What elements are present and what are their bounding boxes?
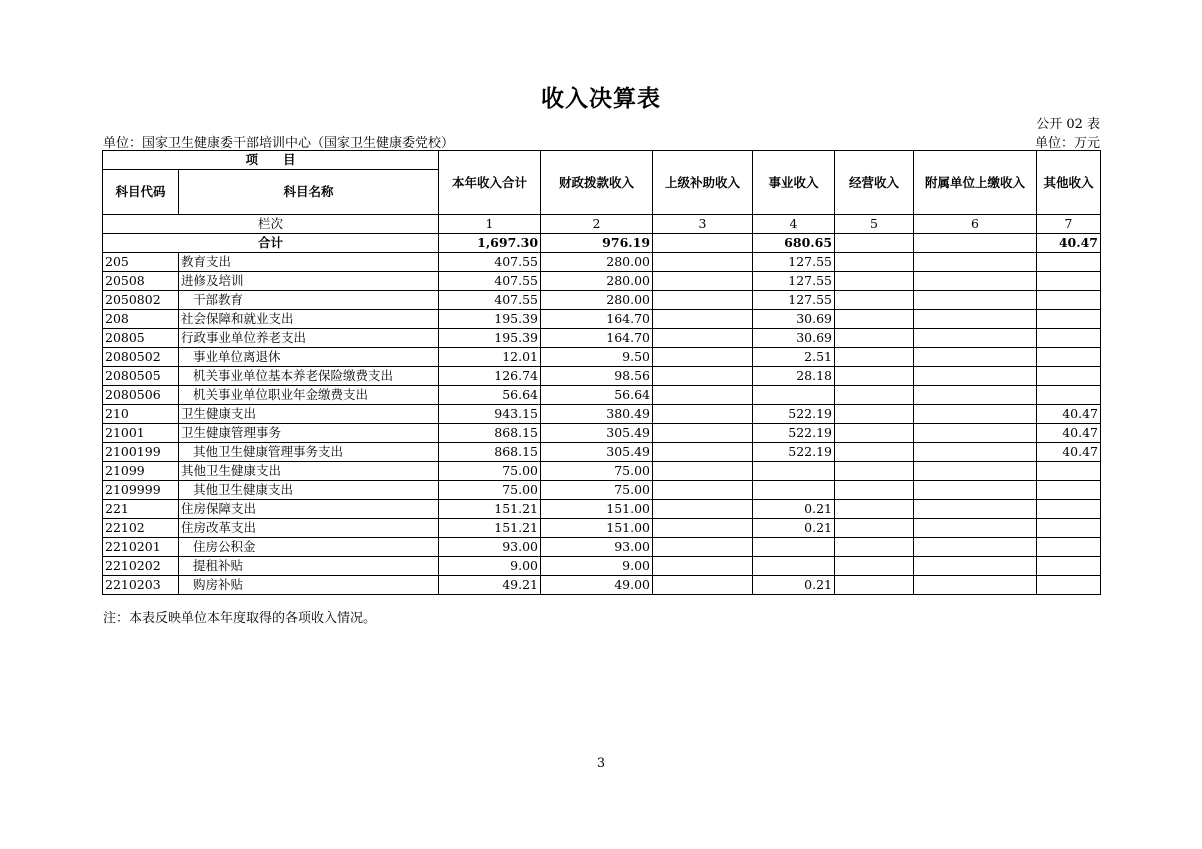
row-code: 21001	[103, 424, 179, 443]
row-code: 2109999	[103, 481, 179, 500]
row-c6	[914, 481, 1037, 500]
total-c5	[835, 234, 914, 253]
table-row	[103, 576, 1101, 595]
row-c4: 522.19	[753, 443, 835, 462]
row-name: 卫生健康支出	[179, 405, 439, 424]
row-c3	[653, 329, 753, 348]
row-c4: 0.21	[753, 500, 835, 519]
row-name: 其他卫生健康管理事务支出	[179, 443, 439, 462]
row-c7	[1037, 253, 1101, 272]
total-c6	[914, 234, 1037, 253]
row-code: 2100199	[103, 443, 179, 462]
row-c2: 151.00	[541, 519, 653, 538]
header-name: 科目名称	[179, 170, 439, 215]
row-c6	[914, 500, 1037, 519]
row-c6	[914, 386, 1037, 405]
row-c5	[835, 462, 914, 481]
row-c6	[914, 329, 1037, 348]
row-c6	[914, 291, 1037, 310]
row-name: 住房保障支出	[179, 500, 439, 519]
index-n3: 3	[653, 215, 753, 234]
row-code: 2210202	[103, 557, 179, 576]
row-c3	[653, 405, 753, 424]
row-name: 干部教育	[179, 291, 439, 310]
row-code: 2080506	[103, 386, 179, 405]
row-c5	[835, 481, 914, 500]
row-c3	[653, 538, 753, 557]
unit-currency: 单位：万元	[1034, 136, 1100, 151]
row-c2: 9.00	[541, 557, 653, 576]
index-n4: 4	[753, 215, 835, 234]
row-c1: 195.39	[439, 329, 541, 348]
total-c7: 40.47	[1037, 234, 1101, 253]
table-row	[103, 291, 1101, 310]
row-c1: 75.00	[439, 462, 541, 481]
row-c3	[653, 481, 753, 500]
row-name: 提租补贴	[179, 557, 439, 576]
row-c3	[653, 291, 753, 310]
row-c4	[753, 386, 835, 405]
row-c5	[835, 405, 914, 424]
row-c3	[653, 348, 753, 367]
row-name: 社会保障和就业支出	[179, 310, 439, 329]
row-c3	[653, 557, 753, 576]
row-c6	[914, 272, 1037, 291]
row-c4	[753, 481, 835, 500]
table-row	[103, 443, 1101, 462]
row-c7	[1037, 519, 1101, 538]
row-c1: 151.21	[439, 519, 541, 538]
header-col2: 财政拨款收入	[541, 151, 653, 215]
row-c1: 868.15	[439, 443, 541, 462]
row-c2: 305.49	[541, 443, 653, 462]
row-name: 教育支出	[179, 253, 439, 272]
header-code: 科目代码	[103, 170, 179, 215]
row-c1: 49.21	[439, 576, 541, 595]
row-c4: 127.55	[753, 272, 835, 291]
row-c6	[914, 538, 1037, 557]
row-c2: 305.49	[541, 424, 653, 443]
row-name: 机关事业单位基本养老保险缴费支出	[179, 367, 439, 386]
row-code: 2080502	[103, 348, 179, 367]
row-c7: 40.47	[1037, 424, 1101, 443]
row-c6	[914, 253, 1037, 272]
index-label: 栏次	[103, 215, 439, 234]
row-c5	[835, 329, 914, 348]
page-number: 3	[596, 756, 606, 771]
row-c1: 407.55	[439, 272, 541, 291]
row-c2: 380.49	[541, 405, 653, 424]
row-c2: 164.70	[541, 310, 653, 329]
row-c7	[1037, 557, 1101, 576]
row-c5	[835, 310, 914, 329]
row-c4: 522.19	[753, 405, 835, 424]
row-c5	[835, 386, 914, 405]
row-c3	[653, 576, 753, 595]
total-c3	[653, 234, 753, 253]
row-c7	[1037, 538, 1101, 557]
row-c7	[1037, 386, 1101, 405]
row-c1: 12.01	[439, 348, 541, 367]
row-code: 20805	[103, 329, 179, 348]
row-c1: 93.00	[439, 538, 541, 557]
row-name: 卫生健康管理事务	[179, 424, 439, 443]
total-c2: 976.19	[541, 234, 653, 253]
row-c1: 407.55	[439, 253, 541, 272]
row-c5	[835, 272, 914, 291]
row-c4	[753, 557, 835, 576]
header-col5: 经营收入	[835, 151, 914, 215]
row-code: 2210203	[103, 576, 179, 595]
row-c2: 280.00	[541, 291, 653, 310]
total-c1: 1,697.30	[439, 234, 541, 253]
row-c2: 49.00	[541, 576, 653, 595]
index-n7: 7	[1037, 215, 1101, 234]
row-c1: 75.00	[439, 481, 541, 500]
table-row	[103, 519, 1101, 538]
row-c3	[653, 272, 753, 291]
row-name: 行政事业单位养老支出	[179, 329, 439, 348]
row-c3	[653, 462, 753, 481]
table-row	[103, 272, 1101, 291]
row-c4: 2.51	[753, 348, 835, 367]
row-c4	[753, 462, 835, 481]
row-c3	[653, 443, 753, 462]
row-code: 21099	[103, 462, 179, 481]
row-c6	[914, 443, 1037, 462]
table-row	[103, 538, 1101, 557]
unit-organization: 单位：国家卫生健康委干部培训中心（国家卫生健康委党校）	[103, 136, 455, 151]
row-c7	[1037, 272, 1101, 291]
row-c5	[835, 424, 914, 443]
row-c3	[653, 310, 753, 329]
row-c3	[653, 424, 753, 443]
header-row-1	[103, 151, 1101, 170]
row-c1: 407.55	[439, 291, 541, 310]
row-c2: 93.00	[541, 538, 653, 557]
row-code: 20508	[103, 272, 179, 291]
row-c2: 56.64	[541, 386, 653, 405]
index-n5: 5	[835, 215, 914, 234]
table-row	[103, 367, 1101, 386]
table-row	[103, 557, 1101, 576]
row-c6	[914, 367, 1037, 386]
total-c4: 680.65	[753, 234, 835, 253]
row-name: 其他卫生健康支出	[179, 481, 439, 500]
row-name: 事业单位离退休	[179, 348, 439, 367]
row-c2: 98.56	[541, 367, 653, 386]
row-code: 221	[103, 500, 179, 519]
row-name: 住房改革支出	[179, 519, 439, 538]
row-c5	[835, 576, 914, 595]
row-c7	[1037, 576, 1101, 595]
row-c1: 195.39	[439, 310, 541, 329]
row-code: 208	[103, 310, 179, 329]
index-row	[103, 215, 1101, 234]
index-n2: 2	[541, 215, 653, 234]
table-row	[103, 253, 1101, 272]
row-c4: 30.69	[753, 329, 835, 348]
row-c5	[835, 519, 914, 538]
row-c7: 40.47	[1037, 405, 1101, 424]
row-c7	[1037, 500, 1101, 519]
row-c6	[914, 405, 1037, 424]
row-c1: 868.15	[439, 424, 541, 443]
index-n6: 6	[914, 215, 1037, 234]
row-c6	[914, 424, 1037, 443]
row-c4: 127.55	[753, 291, 835, 310]
header-col6: 附属单位上缴收入	[914, 151, 1037, 215]
row-code: 2080505	[103, 367, 179, 386]
table-row	[103, 329, 1101, 348]
row-c7	[1037, 329, 1101, 348]
table-row	[103, 500, 1101, 519]
row-code: 2050802	[103, 291, 179, 310]
header-project: 项 目	[103, 151, 439, 170]
table-row	[103, 386, 1101, 405]
row-c1: 943.15	[439, 405, 541, 424]
table-note: 注：本表反映单位本年度取得的各项收入情况。	[103, 611, 377, 626]
row-c4: 30.69	[753, 310, 835, 329]
row-c6	[914, 519, 1037, 538]
row-c4: 0.21	[753, 519, 835, 538]
income-table	[102, 150, 1101, 595]
row-name: 购房补贴	[179, 576, 439, 595]
row-c5	[835, 443, 914, 462]
table-row	[103, 405, 1101, 424]
header-col4: 事业收入	[753, 151, 835, 215]
row-code: 2210201	[103, 538, 179, 557]
row-c6	[914, 462, 1037, 481]
row-c2: 75.00	[541, 462, 653, 481]
row-c2: 151.00	[541, 500, 653, 519]
row-c1: 56.64	[439, 386, 541, 405]
row-name: 机关事业单位职业年金缴费支出	[179, 386, 439, 405]
row-c1: 9.00	[439, 557, 541, 576]
row-c5	[835, 367, 914, 386]
row-c7	[1037, 291, 1101, 310]
row-code: 205	[103, 253, 179, 272]
total-row	[103, 234, 1101, 253]
total-label: 合计	[103, 234, 439, 253]
row-c3	[653, 367, 753, 386]
row-c5	[835, 557, 914, 576]
row-c2: 75.00	[541, 481, 653, 500]
table-row	[103, 462, 1101, 481]
table-row	[103, 424, 1101, 443]
row-c1: 126.74	[439, 367, 541, 386]
header-col1: 本年收入合计	[439, 151, 541, 215]
row-c4: 28.18	[753, 367, 835, 386]
row-c7	[1037, 481, 1101, 500]
page-title: 收入决算表	[541, 85, 661, 112]
row-c7: 40.47	[1037, 443, 1101, 462]
row-c2: 280.00	[541, 253, 653, 272]
row-c3	[653, 500, 753, 519]
row-c4: 127.55	[753, 253, 835, 272]
row-c6	[914, 310, 1037, 329]
row-c7	[1037, 367, 1101, 386]
row-c1: 151.21	[439, 500, 541, 519]
row-c2: 9.50	[541, 348, 653, 367]
row-c6	[914, 348, 1037, 367]
row-name: 其他卫生健康支出	[179, 462, 439, 481]
row-c3	[653, 253, 753, 272]
row-c3	[653, 519, 753, 538]
row-code: 22102	[103, 519, 179, 538]
row-code: 210	[103, 405, 179, 424]
row-c2: 280.00	[541, 272, 653, 291]
row-c4: 522.19	[753, 424, 835, 443]
table-row	[103, 310, 1101, 329]
row-c7	[1037, 310, 1101, 329]
table-row	[103, 348, 1101, 367]
form-number: 公开 02 表	[1036, 117, 1100, 132]
header-col3: 上级补助收入	[653, 151, 753, 215]
row-name: 进修及培训	[179, 272, 439, 291]
row-c4: 0.21	[753, 576, 835, 595]
row-c5	[835, 500, 914, 519]
row-c2: 164.70	[541, 329, 653, 348]
row-c5	[835, 291, 914, 310]
row-c3	[653, 386, 753, 405]
row-c4	[753, 538, 835, 557]
row-c6	[914, 557, 1037, 576]
row-c7	[1037, 462, 1101, 481]
header-col7: 其他收入	[1037, 151, 1101, 215]
row-c5	[835, 538, 914, 557]
index-n1: 1	[439, 215, 541, 234]
row-c7	[1037, 348, 1101, 367]
row-c5	[835, 253, 914, 272]
row-c6	[914, 576, 1037, 595]
row-name: 住房公积金	[179, 538, 439, 557]
row-c5	[835, 348, 914, 367]
table-row	[103, 481, 1101, 500]
